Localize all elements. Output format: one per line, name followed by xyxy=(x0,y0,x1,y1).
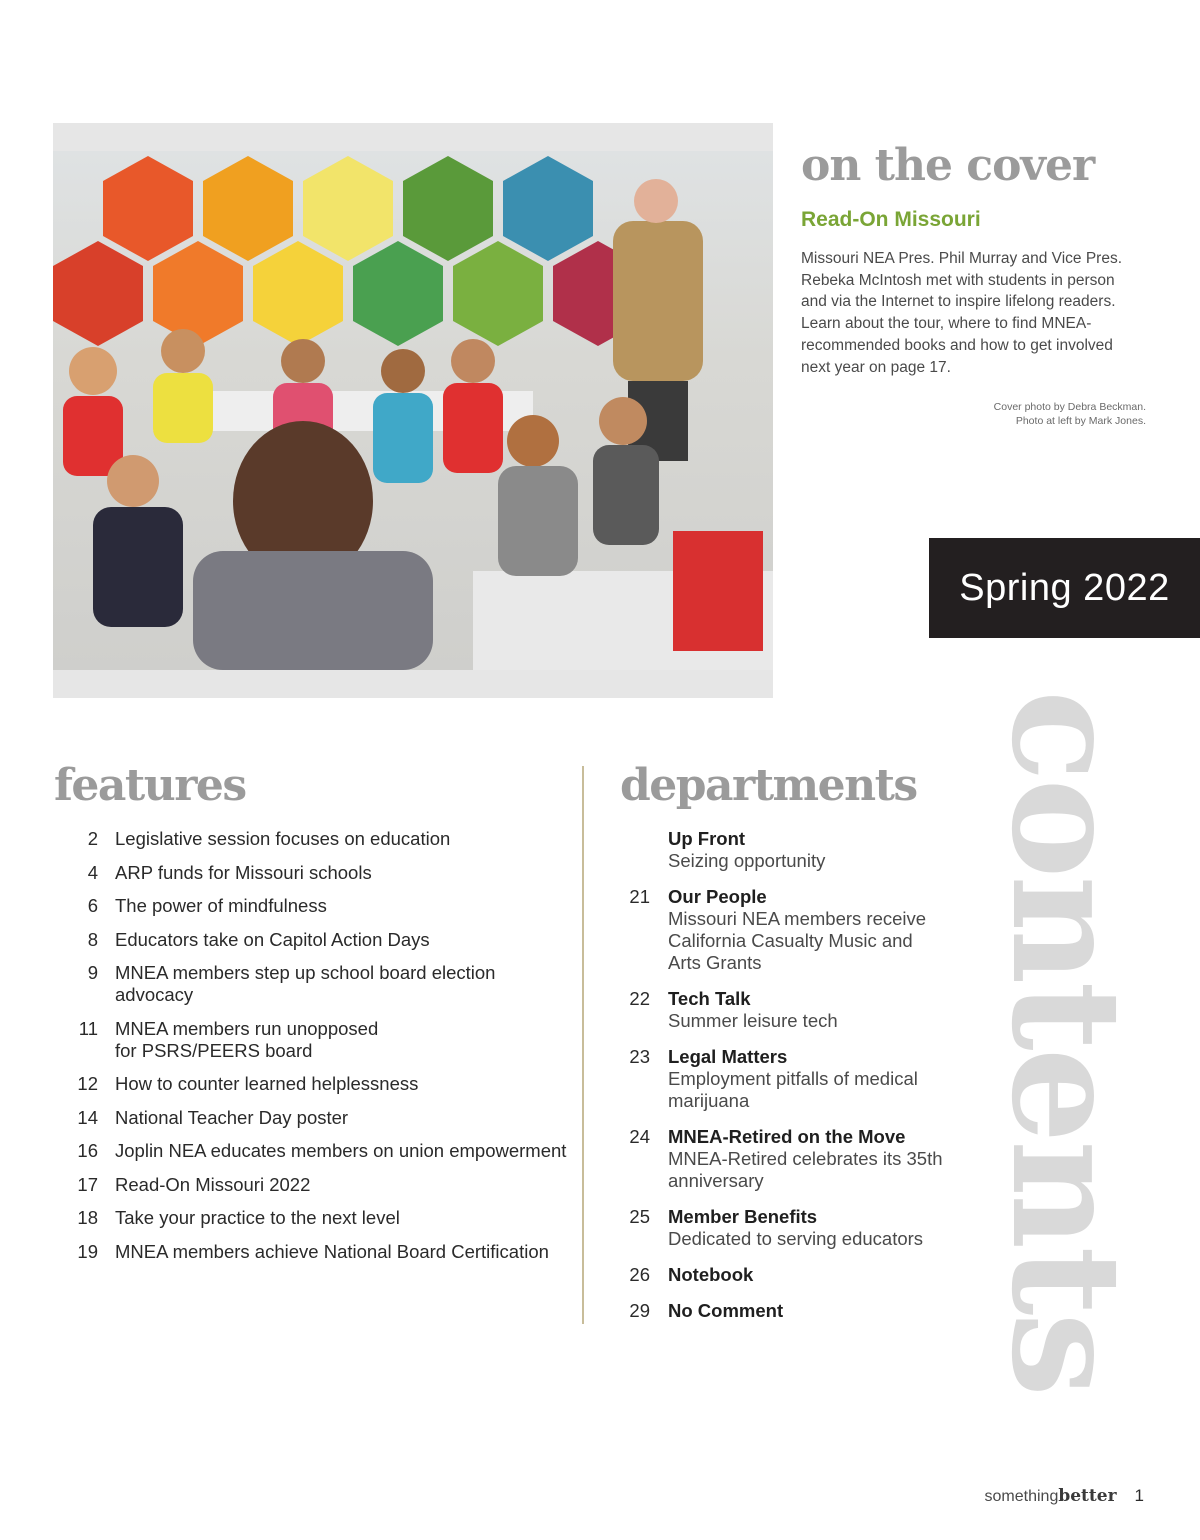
column-divider xyxy=(582,766,584,1324)
page-number: 8 xyxy=(87,928,98,950)
page-footer xyxy=(985,1486,1144,1506)
cover-photo-frame xyxy=(53,123,773,698)
feature-item[interactable] xyxy=(62,929,572,951)
department-title: Member Benefits xyxy=(668,1206,818,1227)
department-title: No Comment xyxy=(668,1300,784,1321)
page-number: 9 xyxy=(87,962,98,983)
page-number xyxy=(616,828,650,872)
page-number: 29 xyxy=(629,1300,650,1321)
feature-item[interactable] xyxy=(62,1241,572,1263)
inside-photo-credit: Photo at left by Mark Jones. xyxy=(1015,415,1146,427)
departments-heading: departments xyxy=(620,760,917,811)
feature-item[interactable] xyxy=(62,1107,572,1129)
on-the-cover-heading: on the cover xyxy=(801,140,1095,191)
page-number: 26 xyxy=(629,1264,650,1285)
department-item[interactable] xyxy=(616,1046,946,1112)
department-title: MNEA-Retired on the Move xyxy=(668,1126,906,1147)
page-number: 25 xyxy=(629,1206,650,1227)
page-number-footer: 1 xyxy=(1134,1486,1144,1505)
page-number: 17 xyxy=(77,1173,98,1195)
page-number: 4 xyxy=(87,861,98,883)
feature-title: National Teacher Day poster xyxy=(115,1106,349,1128)
feature-item[interactable] xyxy=(62,1073,572,1095)
department-item[interactable] xyxy=(616,1264,946,1286)
footer-brand-light: something xyxy=(984,1488,1059,1505)
feature-title: MNEA members run unopposed for PSRS/PEERS board xyxy=(115,1017,379,1061)
feature-title: MNEA members step up school board election advocacy xyxy=(115,962,496,1005)
page-number: 12 xyxy=(77,1073,98,1094)
department-item[interactable] xyxy=(616,828,946,872)
classroom-illustration xyxy=(53,151,773,670)
page-number: 6 xyxy=(87,895,98,916)
department-title: Up Front xyxy=(668,828,746,849)
page-number: 24 xyxy=(629,1126,650,1147)
department-title: Our People xyxy=(668,886,767,907)
departments-list xyxy=(616,828,946,1336)
department-item[interactable] xyxy=(616,1126,946,1192)
department-description: Missouri NEA members receive California Casualty Music and Arts Grants xyxy=(668,908,927,973)
feature-item[interactable] xyxy=(62,1140,572,1162)
page-number: 22 xyxy=(629,988,650,1009)
department-title: Tech Talk xyxy=(668,988,751,1009)
page-number: 11 xyxy=(78,1017,98,1039)
feature-title: Educators take on Capitol Action Days xyxy=(115,928,430,950)
photo-credits xyxy=(994,400,1146,428)
feature-title: Take your practice to the next level xyxy=(115,1207,400,1228)
department-title: Notebook xyxy=(668,1264,754,1285)
feature-title: MNEA members achieve National Board Certification xyxy=(115,1240,549,1262)
feature-item[interactable] xyxy=(62,828,572,850)
page-number: 2 xyxy=(87,828,98,849)
department-item[interactable] xyxy=(616,1206,946,1250)
feature-item[interactable] xyxy=(62,1207,572,1229)
feature-title: ARP funds for Missouri schools xyxy=(115,861,372,883)
feature-title: Joplin NEA educates members on union empowerment xyxy=(115,1140,567,1161)
cover-description: Missouri NEA Pres. Phil Murray and Vice Pres. Rebeka McIntosh met with students in person and via the Internet to inspire lifelong readers. Learn about the tour, where to find MNEA-recommended books and how to get involved next year on page 17. xyxy=(801,250,1123,376)
features-list xyxy=(62,828,572,1274)
page-number: 18 xyxy=(77,1207,98,1228)
features-heading: features xyxy=(54,760,246,811)
feature-title: Legislative session focuses on education xyxy=(115,828,451,849)
department-description: Seizing opportunity xyxy=(668,850,826,871)
page-number: 14 xyxy=(77,1106,98,1128)
feature-title: Read-On Missouri 2022 xyxy=(115,1173,311,1195)
cover-photo-credit: Cover photo by Debra Beckman. xyxy=(993,401,1146,413)
issue-season-tab: Spring 2022 xyxy=(929,538,1200,638)
cover-photo xyxy=(53,151,773,670)
page-number: 19 xyxy=(77,1240,98,1262)
feature-item[interactable] xyxy=(62,1018,572,1062)
contents-vertical-title: contents xyxy=(978,690,1154,1394)
department-description: Dedicated to serving educators xyxy=(668,1228,924,1249)
feature-item[interactable] xyxy=(62,962,572,1006)
feature-item[interactable] xyxy=(62,862,572,884)
feature-item[interactable] xyxy=(62,895,572,917)
feature-item[interactable] xyxy=(62,1174,572,1196)
department-item[interactable] xyxy=(616,988,946,1032)
department-description: Summer leisure tech xyxy=(668,1010,838,1031)
department-description: MNEA-Retired celebrates its 35th anniversary xyxy=(668,1148,943,1191)
footer-brand-bold: better xyxy=(1058,1486,1117,1506)
page-number: 21 xyxy=(629,886,650,907)
department-description: Employment pitfalls of medical marijuana xyxy=(668,1068,918,1111)
page-number: 23 xyxy=(629,1046,650,1067)
page-number: 16 xyxy=(77,1140,98,1161)
cover-story-title: Read-On Missouri xyxy=(801,208,981,231)
department-item[interactable] xyxy=(616,886,946,974)
feature-title: How to counter learned helplessness xyxy=(115,1073,419,1094)
department-title: Legal Matters xyxy=(668,1046,788,1067)
feature-title: The power of mindfulness xyxy=(115,895,327,916)
department-item[interactable] xyxy=(616,1300,946,1322)
